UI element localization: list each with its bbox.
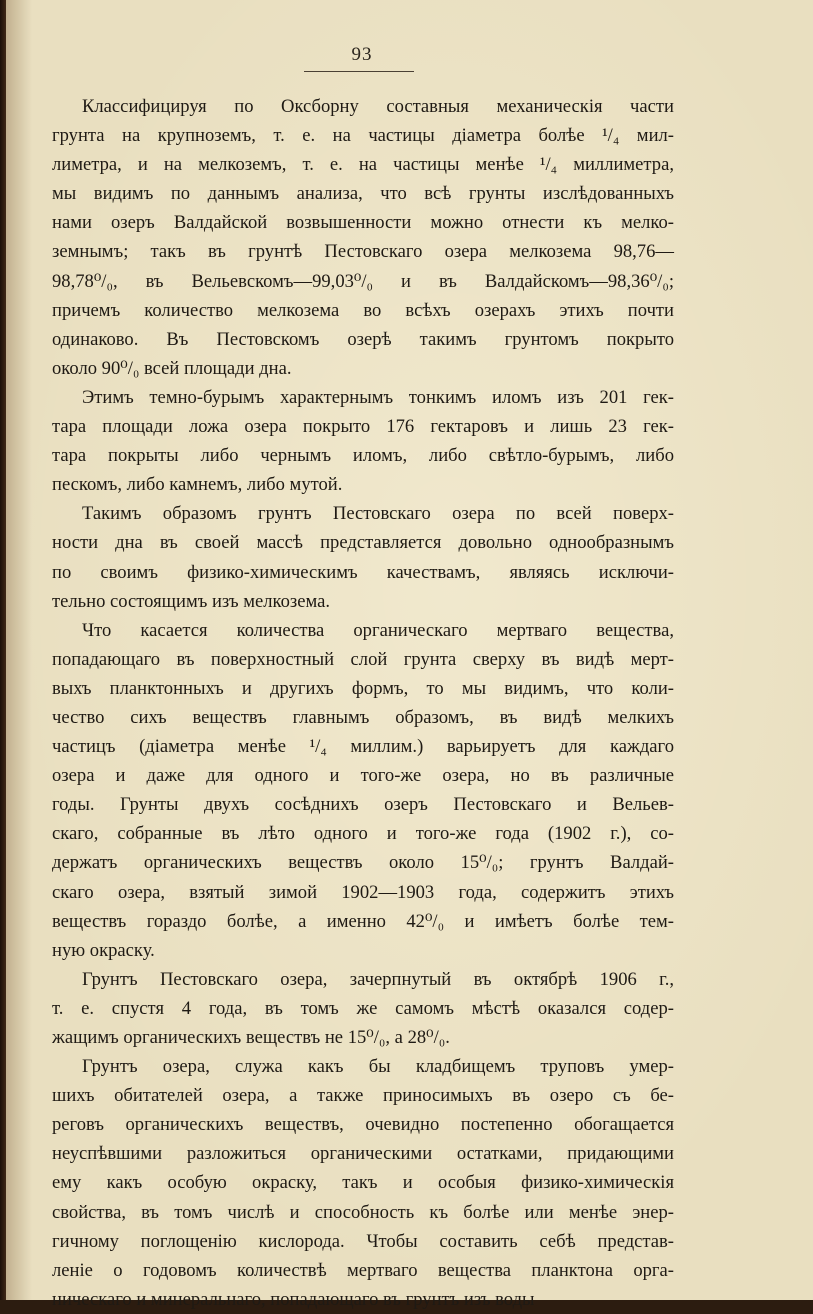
text-line: Грунтъ озера, служа какъ бы кладбищемъ труповъ умер- [82, 1056, 674, 1078]
text-line: Такимъ образомъ грунтъ Пестовскаго озера по всей поверх- [82, 503, 674, 525]
text-line: скаго, собранные въ лѣто одного и того-же года (1902 г.), со- [52, 823, 674, 845]
page-number-rule [304, 71, 414, 72]
text-line: лиметра, и на мелкоземъ, т. е. на частицы менѣе ¹/₄ миллиметра, [52, 154, 674, 176]
text-line: ную окраску. [52, 939, 155, 961]
text-line: жащимъ органическихъ веществъ не 15⁰/₀, а 28⁰/₀. [52, 1027, 450, 1048]
text-line: Этимъ темно-бурымъ характернымъ тонкимъ иломъ изъ 201 гек- [82, 386, 674, 408]
paragraph [52, 92, 674, 383]
text-line: чество сихъ веществъ главнымъ образомъ, въ видѣ мелкихъ [52, 706, 674, 728]
paragraph [52, 1052, 674, 1314]
text-line: тельно состоящимъ изъ мелкозема. [52, 590, 331, 612]
text-line: пескомъ, либо камнемъ, либо мутой. [52, 474, 343, 496]
page-number: 93 [351, 44, 373, 65]
text-line: 98,78⁰/₀, въ Вельевскомъ—99,03⁰/₀ и въ Валдайскомъ—98,36⁰/₀; [52, 270, 674, 292]
text-line: Классифицируя по Оксборну составныя механическія части [82, 96, 674, 117]
text-line: веществъ гораздо болѣе, а именно 42⁰/₀ и имѣетъ болѣе тем- [52, 910, 674, 932]
text-line: годы. Грунты двухъ сосѣднихъ озеръ Пестовскаго и Вельев- [52, 794, 674, 816]
text-line: частицъ (діаметра менѣе ¹/₄ миллим.) варьируетъ для каждаго [52, 736, 674, 758]
text-line: одинаково. Въ Пестовскомъ озерѣ такимъ грунтомъ покрыто [52, 328, 674, 350]
text-line: реговъ органическихъ веществъ, очевидно постепенно обогащается [52, 1114, 674, 1136]
text-line: попадающаго въ поверхностный слой грунта сверху въ видѣ мерт- [52, 648, 674, 670]
text-line: мы видимъ по даннымъ анализа, что всѣ грунты изслѣдованныхъ [52, 183, 674, 205]
text-line: т. е. спустя 4 года, въ томъ же самомъ мѣстѣ оказался содер- [52, 997, 674, 1019]
paragraph [52, 616, 674, 965]
paragraph [52, 965, 674, 1052]
text-line: шихъ обитателей озера, а также приносимыхъ въ озеро съ бе- [52, 1085, 674, 1107]
text-line: неуспѣвшими разложиться органическими остатками, придающими [52, 1143, 674, 1165]
text-line: скаго озера, взятый зимой 1902—1903 года, содержитъ этихъ [52, 881, 674, 903]
text-line: ему какъ особую окраску, такъ и особыя физико-химическія [52, 1172, 674, 1194]
text-line: нами озеръ Валдайской возвышенности можно отнести къ мелко- [52, 212, 674, 234]
text-line: выхъ планктонныхъ и другихъ формъ, то мы видимъ, что коли- [52, 677, 674, 699]
text-line: Грунтъ Пестовскаго озера, зачерпнутый въ октябрѣ 1906 г., [82, 968, 674, 990]
book-page [6, 0, 813, 1310]
text-line: ническаго и минеральнаго, попадающаго въ грунтъ изъ воды [52, 1288, 535, 1310]
text-line: по своимъ физико-химическимъ качествамъ, являясь исключи- [52, 561, 674, 583]
text-line: свойства, въ томъ числѣ и способность къ болѣе или менѣе энер- [52, 1201, 674, 1223]
text-line: грунта на крупноземъ, т. е. на частицы діаметра болѣе ¹/₄ мил- [52, 125, 674, 147]
text-line: озера и даже для одного и того-же озера, но въ различные [52, 765, 674, 787]
text-line: земнымъ; такъ въ грунтѣ Пестовскаго озера мелкозема 98,76— [52, 241, 674, 263]
text-line: тара покрыты либо чернымъ иломъ, либо свѣтло-бурымъ, либо [52, 445, 674, 467]
page-text-body [52, 92, 674, 1314]
text-line: гичному поглощенію кислорода. Чтобы составить себѣ представ- [52, 1230, 674, 1252]
text-line: держатъ органическихъ веществъ около 15⁰/₀; грунтъ Валдай- [52, 852, 674, 874]
text-line: около 90⁰/₀ всей площади дна. [52, 357, 292, 379]
text-line: причемъ количество мелкозема во всѣхъ озерахъ этихъ почти [52, 299, 674, 321]
text-line: леніе о годовомъ количествѣ мертваго вещества планктона орга- [52, 1259, 674, 1281]
text-line: Что касается количества органическаго мертваго вещества, [82, 619, 674, 641]
text-line: ности дна въ своей массѣ представляется довольно однообразнымъ [52, 532, 674, 554]
paragraph [52, 383, 674, 499]
paragraph [52, 499, 674, 615]
text-line: тара площади ложа озера покрыто 176 гектаровъ и лишь 23 гек- [52, 416, 674, 438]
